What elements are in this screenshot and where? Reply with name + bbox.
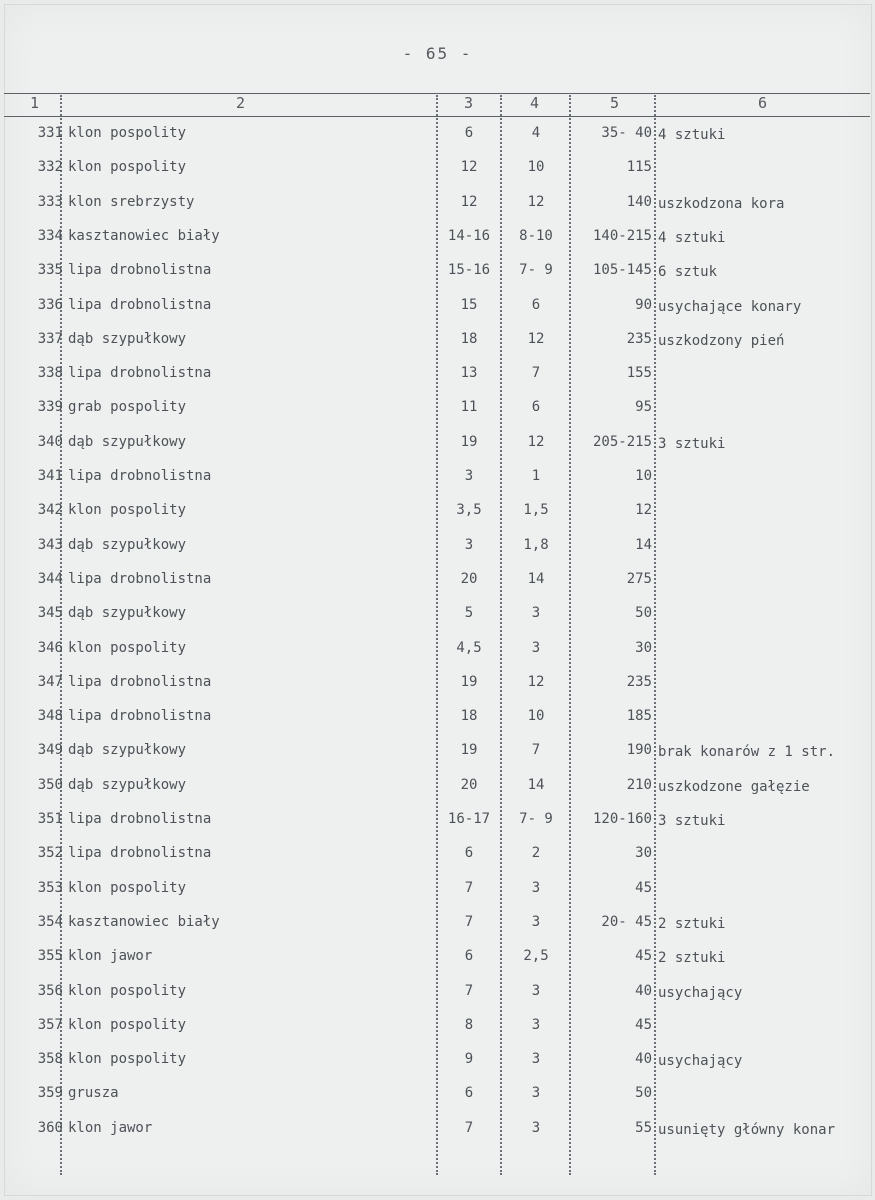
height-value: 18: [460, 330, 478, 347]
crown-value: 7: [531, 742, 541, 759]
crown-value: 3: [531, 639, 541, 656]
remarks: usychający: [658, 1053, 743, 1070]
table-row: [0, 331, 875, 365]
table-row: [0, 640, 875, 674]
remarks: 3 sztuki: [658, 813, 726, 829]
remarks: usychające konary: [658, 298, 802, 315]
species-name: klon jawor: [68, 1119, 153, 1136]
species-name: klon pospolity: [68, 159, 187, 176]
crown-value: 7: [531, 365, 541, 382]
table-row: [0, 194, 875, 228]
height-value: 6: [464, 845, 474, 862]
circumference-value: 105-145: [592, 262, 652, 279]
height-value: 3: [464, 536, 474, 553]
circumference-value: 205-215: [592, 433, 652, 450]
column-header-4: 4: [530, 94, 540, 112]
tree-number: 351: [37, 811, 63, 827]
tree-number: 360: [37, 1119, 63, 1136]
tree-number: 338: [37, 365, 63, 382]
tree-number: 352: [37, 845, 63, 862]
tree-number: 343: [37, 536, 63, 553]
species-name: dąb szypułkowy: [68, 330, 187, 347]
table-row: [0, 262, 875, 296]
table-row: [0, 948, 875, 982]
species-name: grusza: [68, 1085, 119, 1102]
circumference-value: 30: [635, 845, 652, 862]
remarks: brak konarów z 1 str.: [658, 744, 836, 761]
height-value: 7: [464, 982, 474, 999]
table-row: [0, 914, 875, 948]
tree-number: 334: [37, 227, 63, 244]
crown-value: 3: [531, 982, 541, 999]
circumference-value: 190: [626, 742, 652, 759]
table-row: [0, 742, 875, 776]
circumference-value: 45: [635, 879, 652, 896]
crown-value: 1,8: [523, 536, 549, 553]
remarks: 2 sztuki: [658, 950, 726, 967]
tree-number: 345: [37, 605, 63, 622]
species-name: lipa drobnolistna: [68, 296, 212, 313]
tree-number: 347: [37, 673, 63, 690]
table-row: [0, 399, 875, 433]
crown-value: 3: [531, 1085, 541, 1102]
circumference-value: 40: [635, 1051, 652, 1068]
tree-number: 355: [37, 948, 63, 965]
tree-number: 337: [37, 330, 63, 347]
crown-value: 7- 9: [519, 262, 553, 279]
tree-number: 353: [37, 879, 63, 896]
species-name: lipa drobnolistna: [68, 673, 212, 690]
height-value: 20: [460, 570, 478, 587]
table-row: [0, 159, 875, 193]
table-row: [0, 571, 875, 605]
circumference-value: 50: [635, 605, 652, 622]
species-name: klon pospolity: [68, 639, 187, 656]
species-name: lipa drobnolistna: [68, 365, 212, 382]
remarks: 2 sztuki: [658, 915, 726, 932]
crown-value: 12: [527, 433, 545, 450]
species-name: dąb szypułkowy: [68, 776, 187, 793]
tree-number: 354: [37, 913, 63, 930]
species-name: klon jawor: [68, 948, 153, 965]
species-name: lipa drobnolistna: [68, 262, 212, 279]
crown-value: 3: [531, 879, 541, 896]
species-name: lipa drobnolistna: [68, 570, 212, 587]
species-name: dąb szypułkowy: [68, 536, 187, 553]
height-value: 3: [464, 468, 474, 484]
remarks: 4 sztuki: [658, 229, 726, 246]
species-name: klon pospolity: [68, 982, 187, 999]
tree-number: 358: [37, 1051, 63, 1068]
tree-number: 356: [37, 982, 63, 999]
species-name: klon pospolity: [68, 1051, 187, 1068]
crown-value: 10: [527, 708, 545, 725]
circumference-value: 95: [635, 399, 652, 416]
tree-number: 340: [37, 433, 63, 450]
species-name: klon pospolity: [68, 879, 187, 896]
tree-number: 349: [37, 742, 63, 759]
species-name: lipa drobnolistna: [68, 468, 212, 484]
species-name: lipa drobnolistna: [68, 845, 212, 862]
remarks: uszkodzone gałęzie: [658, 778, 810, 795]
species-name: klon pospolity: [68, 1016, 187, 1033]
species-name: klon pospolity: [68, 502, 187, 519]
circumference-value: 55: [635, 1119, 652, 1136]
tree-number: 335: [37, 262, 63, 279]
circumference-value: 115: [626, 159, 652, 176]
tree-number: 350: [37, 776, 63, 793]
circumference-value: 30: [635, 639, 652, 656]
remarks: 6 sztuk: [658, 264, 718, 281]
height-value: 14-16: [447, 227, 491, 244]
crown-value: 3: [531, 1119, 541, 1136]
column-header-2: 2: [236, 94, 246, 112]
tree-number: 348: [37, 708, 63, 725]
header-top-rule: [4, 93, 870, 94]
crown-value: 12: [527, 193, 545, 210]
crown-value: 14: [527, 570, 545, 587]
crown-value: 2,5: [523, 948, 549, 965]
circumference-value: 35- 40: [601, 125, 652, 141]
table-row: [0, 1085, 875, 1119]
species-name: dąb szypułkowy: [68, 605, 187, 622]
table-row: [0, 845, 875, 879]
remarks: 4 sztuki: [658, 127, 726, 143]
species-name: klon srebrzysty: [68, 193, 195, 210]
crown-value: 7- 9: [519, 811, 553, 827]
height-value: 12: [460, 193, 478, 210]
column-header-3: 3: [464, 94, 474, 112]
circumference-value: 45: [635, 948, 652, 965]
height-value: 6: [464, 948, 474, 965]
circumference-value: 90: [635, 296, 652, 313]
tree-number: 339: [37, 399, 63, 416]
circumference-value: 275: [626, 570, 652, 587]
circumference-value: 20- 45: [601, 913, 652, 930]
circumference-value: 185: [626, 708, 652, 725]
height-value: 7: [464, 913, 474, 930]
species-name: lipa drobnolistna: [68, 811, 212, 827]
species-name: kasztanowiec biały: [68, 913, 220, 930]
height-value: 4,5: [456, 639, 482, 656]
height-value: 9: [464, 1051, 474, 1068]
tree-number: 333: [37, 193, 63, 210]
crown-value: 6: [531, 399, 541, 416]
height-value: 12: [460, 159, 478, 176]
height-value: 19: [460, 673, 478, 690]
tree-number: 332: [37, 159, 63, 176]
table-row: [0, 1017, 875, 1051]
circumference-value: 45: [635, 1016, 652, 1033]
remarks: uszkodzona kora: [658, 195, 785, 212]
crown-value: 1: [531, 468, 541, 484]
crown-value: 3: [531, 913, 541, 930]
species-name: kasztanowiec biały: [68, 227, 220, 244]
crown-value: 2: [531, 845, 541, 862]
circumference-value: 120-160: [592, 811, 652, 827]
crown-value: 6: [531, 296, 541, 313]
tree-number: 336: [37, 296, 63, 313]
height-value: 15-16: [447, 262, 491, 279]
tree-number: 344: [37, 570, 63, 587]
height-value: 16-17: [447, 811, 491, 827]
table-row: [0, 1051, 875, 1085]
page-number: - 65 -: [402, 44, 473, 63]
height-value: 3,5: [456, 502, 482, 519]
table-row: [0, 777, 875, 811]
height-value: 8: [464, 1016, 474, 1033]
height-value: 20: [460, 776, 478, 793]
table-row: [0, 983, 875, 1017]
height-value: 6: [464, 125, 474, 141]
height-value: 18: [460, 708, 478, 725]
crown-value: 1,5: [523, 502, 549, 519]
species-name: dąb szypułkowy: [68, 742, 187, 759]
height-value: 11: [460, 399, 478, 416]
height-value: 19: [460, 742, 478, 759]
species-name: klon pospolity: [68, 125, 187, 141]
crown-value: 12: [527, 673, 545, 690]
remarks: uszkodzony pień: [658, 332, 785, 349]
crown-value: 4: [531, 125, 541, 141]
height-value: 7: [464, 1119, 474, 1136]
table-row: [0, 708, 875, 742]
crown-value: 8-10: [519, 227, 553, 244]
crown-value: 14: [527, 776, 545, 793]
tree-number: 341: [37, 468, 63, 484]
table-row: [0, 880, 875, 914]
table-row: [0, 297, 875, 331]
tree-number: 359: [37, 1085, 63, 1102]
table-row: [0, 365, 875, 399]
crown-value: 3: [531, 1016, 541, 1033]
species-name: lipa drobnolistna: [68, 708, 212, 725]
height-value: 6: [464, 1085, 474, 1102]
tree-number: 346: [37, 639, 63, 656]
circumference-value: 40: [635, 982, 652, 999]
table-row: [0, 434, 875, 468]
height-value: 7: [464, 879, 474, 896]
table-row: [0, 502, 875, 536]
tree-number: 342: [37, 502, 63, 519]
remarks: 3 sztuki: [658, 435, 726, 452]
species-name: grab pospolity: [68, 399, 187, 416]
column-header-6: 6: [758, 94, 768, 112]
column-header-5: 5: [610, 94, 620, 112]
circumference-value: 12: [635, 502, 652, 519]
circumference-value: 155: [626, 365, 652, 382]
circumference-value: 140: [626, 193, 652, 210]
table-row: [0, 605, 875, 639]
circumference-value: 210: [626, 776, 652, 793]
tree-number: 331: [37, 125, 63, 141]
species-name: dąb szypułkowy: [68, 433, 187, 450]
table-row: [0, 468, 875, 502]
circumference-value: 50: [635, 1085, 652, 1102]
crown-value: 12: [527, 330, 545, 347]
height-value: 13: [460, 365, 478, 382]
table-row: [0, 125, 875, 159]
crown-value: 3: [531, 1051, 541, 1068]
table-row: [0, 1120, 875, 1154]
table-row: [0, 674, 875, 708]
table-row: [0, 228, 875, 262]
circumference-value: 235: [626, 673, 652, 690]
table-row: [0, 537, 875, 571]
height-value: 19: [460, 433, 478, 450]
tree-number: 357: [37, 1016, 63, 1033]
table-row: [0, 811, 875, 845]
circumference-value: 14: [635, 536, 652, 553]
circumference-value: 140-215: [592, 227, 652, 244]
remarks: usychający: [658, 984, 743, 1001]
column-header-1: 1: [30, 94, 40, 112]
crown-value: 10: [527, 159, 545, 176]
circumference-value: 235: [626, 330, 652, 347]
height-value: 15: [460, 296, 478, 313]
circumference-value: 10: [635, 468, 652, 484]
height-value: 5: [464, 605, 474, 622]
remarks: usunięty główny konar: [658, 1121, 836, 1138]
crown-value: 3: [531, 605, 541, 622]
